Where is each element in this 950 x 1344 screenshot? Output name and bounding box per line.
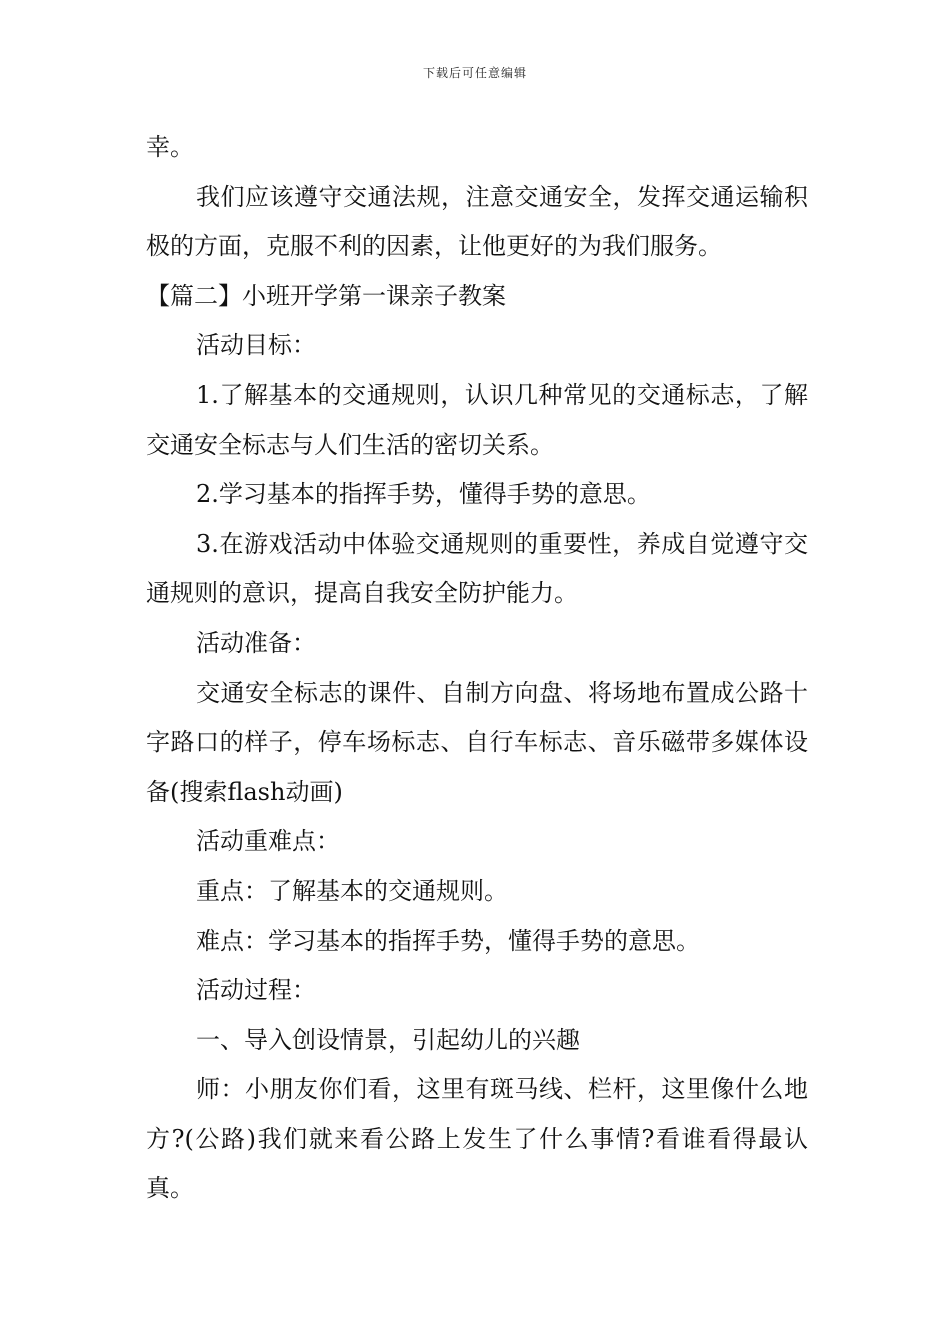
paragraph-step-1: 一、导入创设情景，引起幼儿的兴趣 bbox=[196, 1025, 580, 1054]
document-body bbox=[146, 123, 808, 1214]
paragraph-goal-3: 3.在游戏活动中体验交通规则的重要性，养成自觉遵守交通规则的意识，提高自我安全防护能力。 bbox=[146, 529, 808, 608]
paragraph-process-heading: 活动过程： bbox=[196, 976, 316, 1005]
paragraph-prep: 交通安全标志的课件、自制方向盘、将场地布置成公路十字路口的样子，停车场标志、自行车标志、音乐磁带多媒体设备(搜索flash动画) bbox=[146, 678, 808, 806]
paragraph-goals-heading: 活动目标： bbox=[196, 331, 316, 360]
paragraph-1: 幸。 bbox=[146, 133, 194, 161]
paragraph-2: 我们应该遵守交通法规，注意交通安全，发挥交通运输积极的方面，克服不利的因素，让他更好的为我们服务。 bbox=[146, 182, 808, 261]
section-heading: 【篇二】小班开学第一课亲子教案 bbox=[146, 281, 506, 310]
paragraph-goal-2: 2.学习基本的指挥手势，懂得手势的意思。 bbox=[196, 480, 651, 509]
page-header: 下载后可任意编辑 bbox=[422, 66, 527, 80]
paragraph-keypoint: 重点：了解基本的交通规则。 bbox=[196, 876, 508, 905]
paragraph-goal-1: 1.了解基本的交通规则，认识几种常见的交通标志，了解交通安全标志与人们生活的密切关系。 bbox=[146, 380, 808, 459]
paragraph-difficulty: 难点：学习基本的指挥手势，懂得手势的意思。 bbox=[196, 926, 700, 955]
paragraph-prep-heading: 活动准备： bbox=[196, 628, 316, 657]
paragraph-teacher-dialogue: 师：小朋友你们看，这里有斑马线、栏杆，这里像什么地方?(公路)我们就来看公路上发生了什么事情?看谁看得最认真。 bbox=[146, 1075, 808, 1203]
paragraph-keypoints-heading: 活动重难点： bbox=[196, 827, 340, 856]
